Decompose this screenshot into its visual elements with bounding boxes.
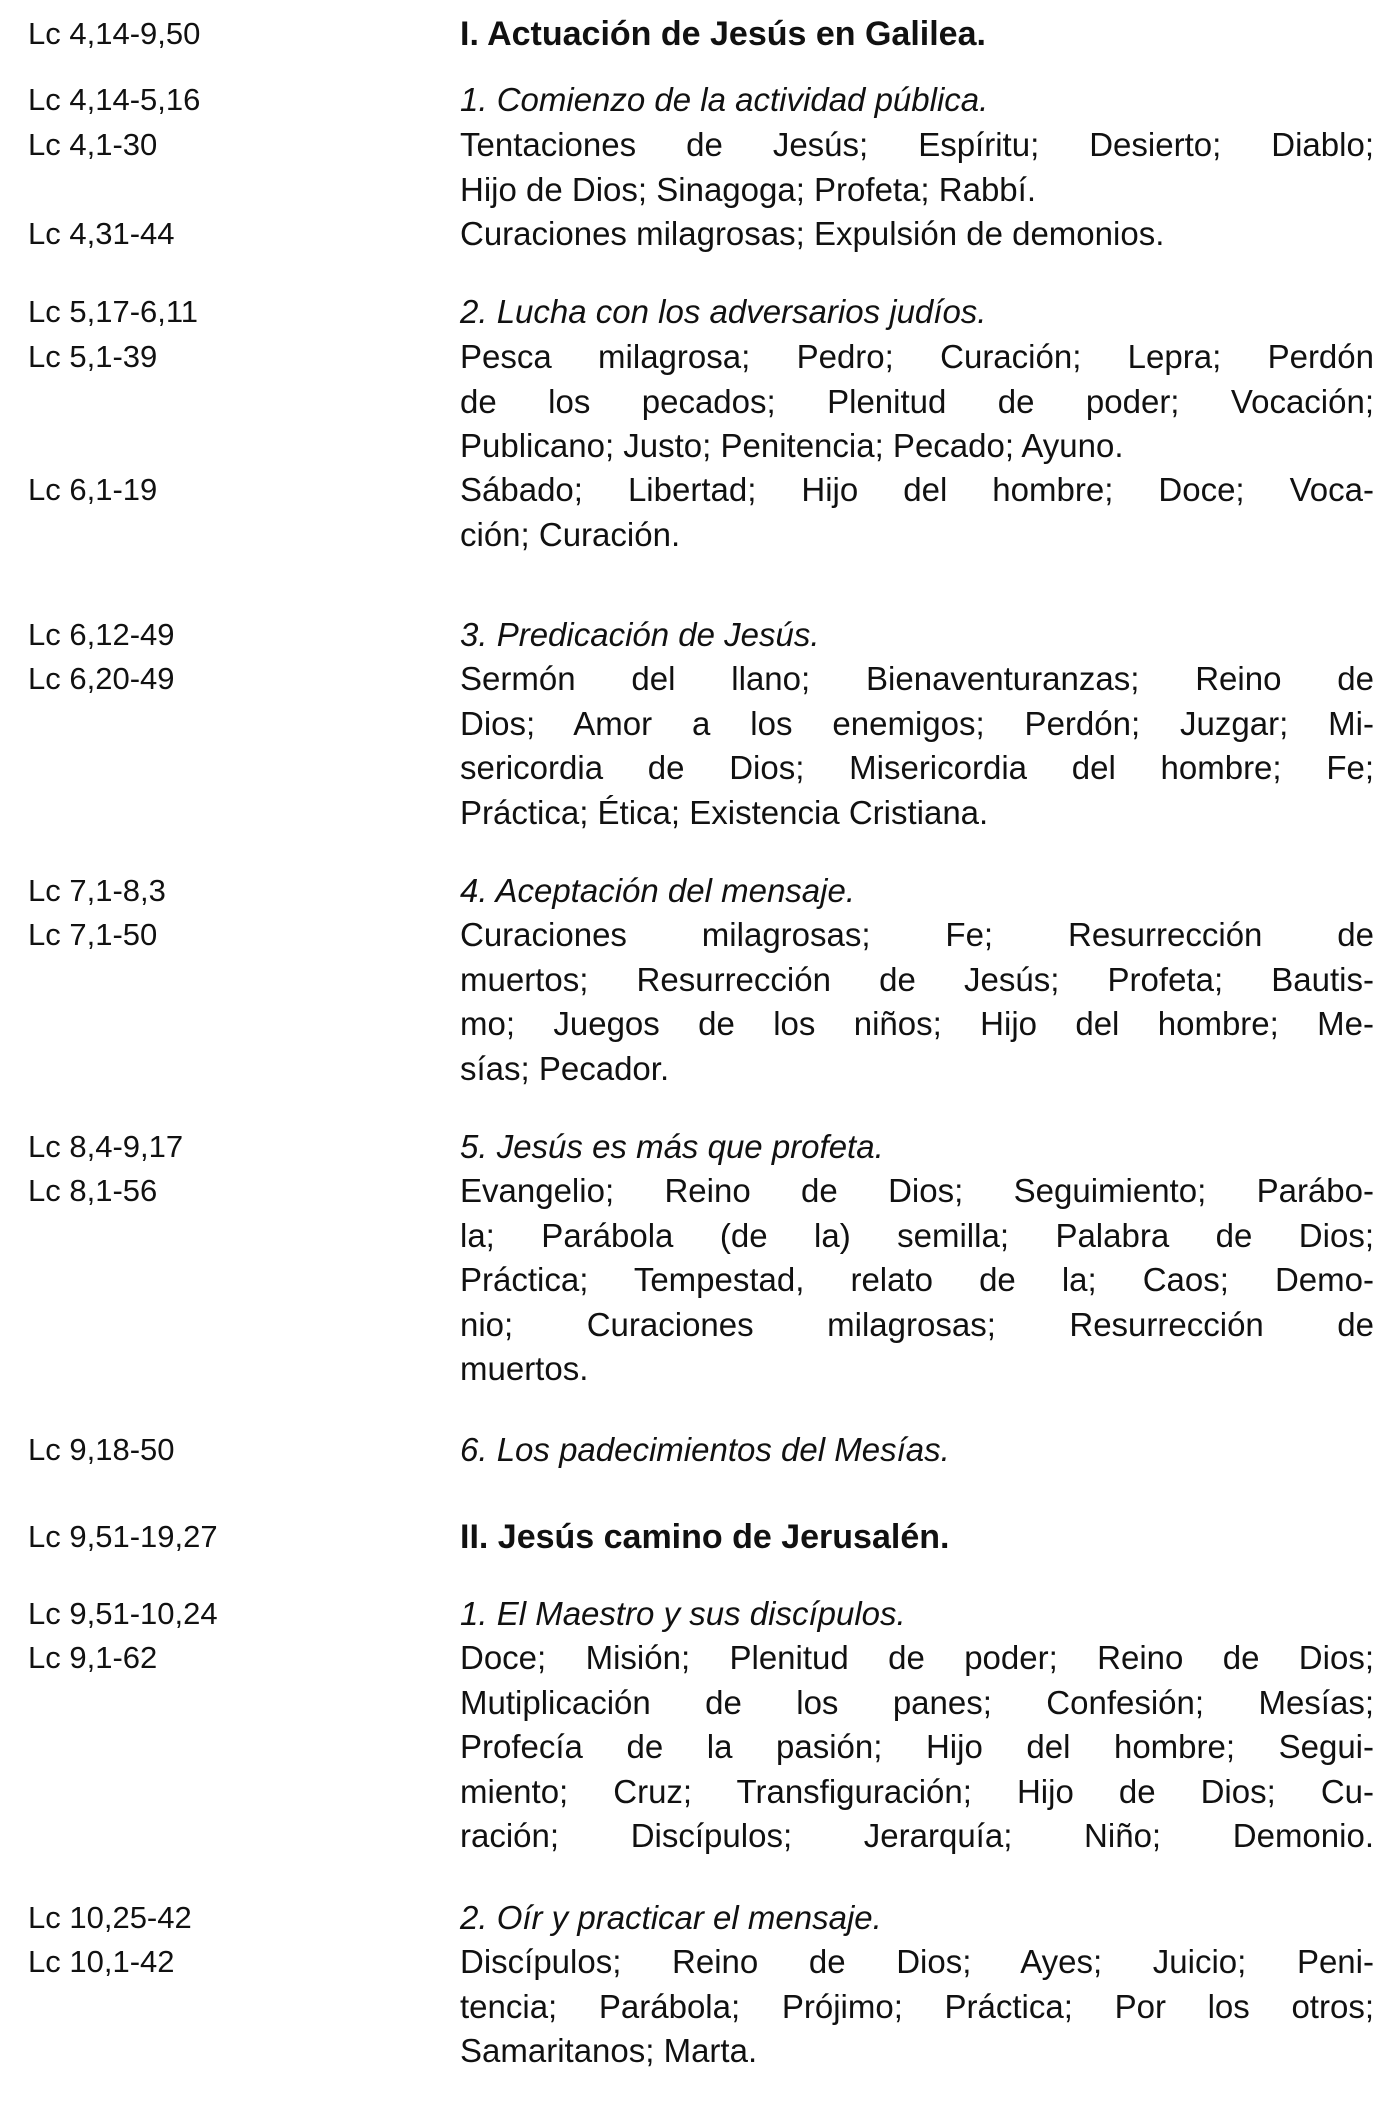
text-line: ción; Curación. [460, 515, 681, 553]
section-body [460, 78, 1374, 122]
text-line: Pesca milagrosa; Pedro; Curación; Lepra; Perdón [460, 338, 1374, 375]
reference-column [28, 869, 428, 957]
section-body [460, 1428, 1374, 1472]
topic-text [460, 335, 1374, 469]
text-line: Curaciones milagrosas; Expulsión de demonios. [460, 215, 1165, 252]
subsection-title: 1. Comienzo de la actividad pública. [460, 81, 989, 118]
reference-column [28, 613, 428, 701]
text-line: ración; Discípulos; Jerarquía; Niño; Demonio. [460, 1817, 1374, 1854]
text-line: Profecía de la pasión; Hijo del hombre; Segui- [460, 1728, 1374, 1765]
section-body [460, 1515, 1374, 1559]
text-line: de los pecados; Plenitud de poder; Vocación; [460, 382, 1374, 420]
scripture-ref: Lc 4,1-30 [28, 127, 158, 162]
topic-text [460, 123, 1374, 212]
reference-column [28, 123, 428, 167]
scripture-ref: Lc 8,4-9,17 [28, 1129, 184, 1164]
text-line: Discípulos; Reino de Dios; Ayes; Juicio; Peni- [460, 1943, 1374, 1980]
subsection-title: 1. El Maestro y sus discípulos. [460, 1595, 906, 1632]
text-line: tencia; Parábola; Prójimo; Práctica; Por los otros; [460, 1987, 1374, 2025]
reference-column [28, 78, 428, 122]
subsection-title: 2. Lucha con los adversarios judíos. [460, 293, 987, 330]
text-line: Sermón del llano; Bienaventuranzas; Reino de [460, 660, 1374, 697]
text-line: sericordia de Dios; Misericordia del hombre; Fe; [460, 749, 1374, 786]
scripture-ref: Lc 4,31-44 [28, 216, 175, 251]
reference-column [28, 212, 428, 256]
subsection-title: 3. Predicación de Jesús. [460, 616, 820, 653]
text-line: Práctica; Tempestad, relato de la; Caos; Demo- [460, 1261, 1374, 1298]
scripture-ref: Lc 6,12-49 [28, 617, 175, 652]
reference-column [28, 335, 428, 379]
section-body [460, 613, 1374, 835]
scripture-ref: Lc 10,1-42 [28, 1944, 175, 1979]
text-line: miento; Cruz; Transfiguración; Hijo de Dios; Cu- [460, 1772, 1374, 1810]
scripture-ref: Lc 8,1-56 [28, 1173, 158, 1208]
text-line: nio; Curaciones milagrosas; Resurrección de [460, 1305, 1374, 1343]
scripture-ref: Lc 9,51-10,24 [28, 1596, 218, 1631]
text-line: la; Parábola (de la) semilla; Palabra de Dios; [460, 1216, 1374, 1254]
reference-column [28, 1428, 428, 1472]
text-line: Práctica; Ética; Existencia Cristiana. [460, 793, 989, 831]
text-line: Publicano; Justo; Penitencia; Pecado; Ayuno. [460, 427, 1124, 464]
scripture-ref: Lc 7,1-8,3 [28, 873, 166, 908]
reference-column [28, 12, 428, 56]
scripture-ref: Lc 5,17-6,11 [28, 294, 199, 329]
subsection-title: 5. Jesús es más que profeta. [460, 1128, 884, 1165]
scripture-ref: Lc 9,1-62 [28, 1640, 158, 1675]
text-line: muertos; Resurrección de Jesús; Profeta; Bautis- [460, 960, 1374, 998]
text-line: Evangelio; Reino de Dios; Seguimiento; Parábo- [460, 1172, 1374, 1209]
text-line: Doce; Misión; Plenitud de poder; Reino de Dios; [460, 1639, 1374, 1676]
section-body [460, 869, 1374, 1091]
reference-column [28, 1125, 428, 1213]
section-body [460, 1896, 1374, 2074]
text-line: muertos. [460, 1350, 589, 1387]
subsection-title: 6. Los padecimientos del Mesías. [460, 1431, 950, 1468]
subsection-title: 2. Oír y practicar el mensaje. [460, 1899, 882, 1936]
reference-column [28, 290, 428, 334]
scripture-ref: Lc 10,25-42 [28, 1900, 192, 1935]
scripture-ref: Lc 4,14-5,16 [28, 82, 201, 117]
scripture-ref: Lc 6,20-49 [28, 661, 175, 696]
reference-column [28, 1896, 428, 1984]
scripture-ref: Lc 6,1-19 [28, 472, 158, 507]
subsection-title: 4. Aceptación del mensaje. [460, 872, 856, 909]
text-line: Samaritanos; Marta. [460, 2032, 758, 2069]
text-line: Hijo de Dios; Sinagoga; Profeta; Rabbí. [460, 170, 1037, 208]
topic-text [460, 212, 1374, 257]
text-line: Mutiplicación de los panes; Confesión; Mesías; [460, 1683, 1374, 1721]
text-line: Tentaciones de Jesús; Espíritu; Desierto; Diablo; [460, 126, 1374, 163]
section-body [460, 12, 1374, 56]
section-body [460, 1592, 1374, 1859]
part-heading: II. Jesús camino de Jerusalén. [460, 1518, 950, 1556]
section-body [460, 1125, 1374, 1392]
scripture-ref: Lc 4,14-9,50 [28, 16, 201, 51]
text-line: sías; Pecador. [460, 1049, 670, 1087]
reference-column [28, 1515, 428, 1559]
reference-column [28, 1592, 428, 1680]
text-line: Dios; Amor a los enemigos; Perdón; Juzgar; Mi- [460, 704, 1374, 742]
text-line: mo; Juegos de los niños; Hijo del hombre; Me- [460, 1005, 1374, 1042]
scripture-ref: Lc 9,51-19,27 [28, 1519, 218, 1554]
section-body [460, 290, 1374, 334]
text-line: Sábado; Libertad; Hijo del hombre; Doce; Voca- [460, 471, 1374, 508]
scripture-ref: Lc 5,1-39 [28, 339, 158, 374]
part-heading: I. Actuación de Jesús en Galilea. [460, 15, 986, 53]
text-line: Curaciones milagrosas; Fe; Resurrección de [460, 916, 1374, 953]
reference-column [28, 468, 428, 512]
scripture-ref: Lc 7,1-50 [28, 917, 158, 952]
scripture-ref: Lc 9,18-50 [28, 1432, 175, 1467]
topic-text [460, 468, 1374, 557]
